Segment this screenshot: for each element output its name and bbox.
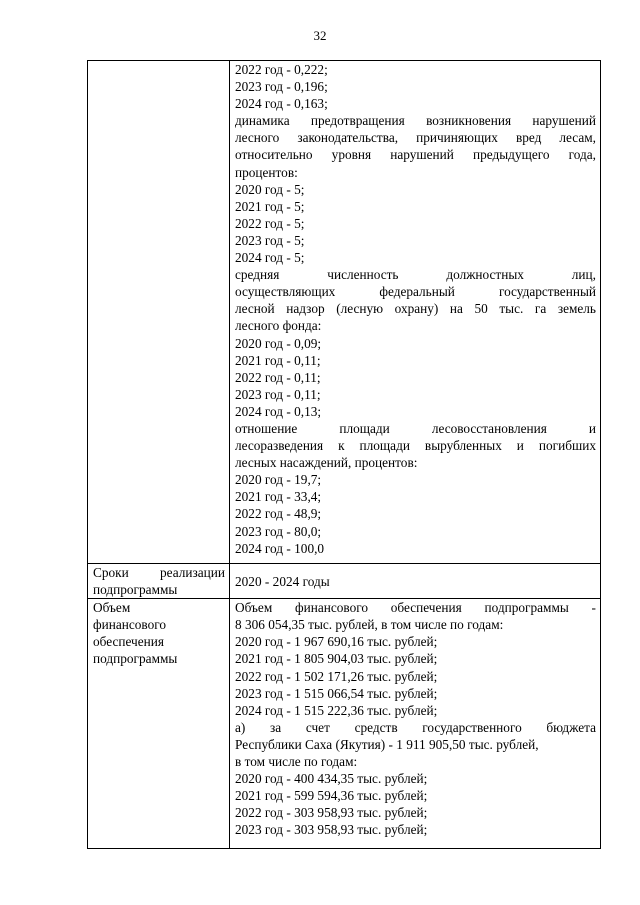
text-line: относительно уровня нарушений предыдущего года, xyxy=(235,147,596,163)
text-line: Республики Саха (Якутия) - 1 911 905,50 тыс. рублей, xyxy=(235,736,539,752)
text-line: 8 306 054,35 тыс. рублей, в том числе по годам: xyxy=(235,617,504,633)
text-line: динамика предотвращения возникновения нарушений xyxy=(235,113,596,129)
text-line: 2022 год - 1 502 171,26 тыс. рублей; xyxy=(235,668,438,684)
text-line: 2022 год - 48,9; xyxy=(235,506,322,522)
text-line: 2024 год - 0,163; xyxy=(235,96,328,112)
text-line: 2021 год - 5; xyxy=(235,198,305,214)
text-line: лесного фонда: xyxy=(235,318,322,334)
label-line: подпрограммы xyxy=(93,582,178,598)
row-label-funding xyxy=(88,599,230,849)
text-line: 2020 год - 0,09; xyxy=(235,335,322,351)
table-row-indicators xyxy=(88,61,601,564)
text-line: лесного законодательства, причиняющих вред лесам, xyxy=(235,130,596,146)
row-content-terms: 2020 - 2024 годы xyxy=(230,564,601,599)
text-line: лесной надзор (лесную охрану) на 50 тыс. га земель xyxy=(235,301,596,317)
text-line: 2022 год - 0,11; xyxy=(235,369,321,385)
text-line: а) за счет средств государственного бюджета xyxy=(235,719,596,735)
label-line: обеспечения xyxy=(93,634,164,650)
text-line: 2023 год - 1 515 066,54 тыс. рублей; xyxy=(235,685,438,701)
text-line: лесных насаждений, процентов: xyxy=(235,455,418,471)
text-line: 2024 год - 0,13; xyxy=(235,403,322,419)
text-line: 2020 год - 19,7; xyxy=(235,472,322,488)
text-line: 2024 год - 5; xyxy=(235,250,305,266)
text-line: 2021 год - 1 805 904,03 тыс. рублей; xyxy=(235,651,438,667)
text-line: 2021 год - 0,11; xyxy=(235,352,321,368)
text-line: 2022 год - 5; xyxy=(235,215,305,231)
text-line: осуществляющих федеральный государственный xyxy=(235,284,596,300)
label-line: финансового xyxy=(93,617,167,633)
table-row-funding xyxy=(88,599,601,849)
label-line: подпрограммы xyxy=(93,651,178,667)
text-line: 2023 год - 0,11; xyxy=(235,386,321,402)
text-line: 2024 год - 1 515 222,36 тыс. рублей; xyxy=(235,702,438,718)
text-line: 2024 год - 100,0 xyxy=(235,540,325,556)
text-line: 2021 год - 599 594,36 тыс. рублей; xyxy=(235,788,428,804)
text-line: 2020 год - 1 967 690,16 тыс. рублей; xyxy=(235,634,438,650)
text-line: 2023 год - 303 958,93 тыс. рублей; xyxy=(235,822,428,838)
label-line: Сроки реализации xyxy=(93,565,225,580)
text-line: 2022 год - 0,222; xyxy=(235,62,328,77)
passport-table xyxy=(87,60,601,849)
page-number: 32 xyxy=(313,28,327,43)
text-line: 2020 год - 400 434,35 тыс. рублей; xyxy=(235,771,428,787)
table-row-terms xyxy=(88,564,601,599)
text-line: средняя численность должностных лиц, xyxy=(235,267,596,283)
text-line: лесоразведения к площади вырубленных и погибших xyxy=(235,438,596,454)
row-content-funding xyxy=(230,599,601,849)
text-line: 2022 год - 303 958,93 тыс. рублей; xyxy=(235,805,428,821)
text-line: в том числе по годам: xyxy=(235,754,358,770)
row-label-terms xyxy=(88,564,230,599)
text-line: отношение площади лесовосстановления и xyxy=(235,420,596,436)
text-line: 2021 год - 33,4; xyxy=(235,489,322,505)
text-line: 2023 год - 0,196; xyxy=(235,79,328,95)
row-content-indicators xyxy=(230,61,601,564)
text-line: Объем финансового обеспечения подпрограммы - xyxy=(235,600,596,616)
text-line: 2020 год - 5; xyxy=(235,181,305,197)
row-label-empty xyxy=(88,61,230,564)
text-line: 2023 год - 80,0; xyxy=(235,523,322,539)
text-line: процентов: xyxy=(235,164,298,180)
label-line: Объем xyxy=(93,600,131,616)
text-line: 2023 год - 5; xyxy=(235,232,305,248)
